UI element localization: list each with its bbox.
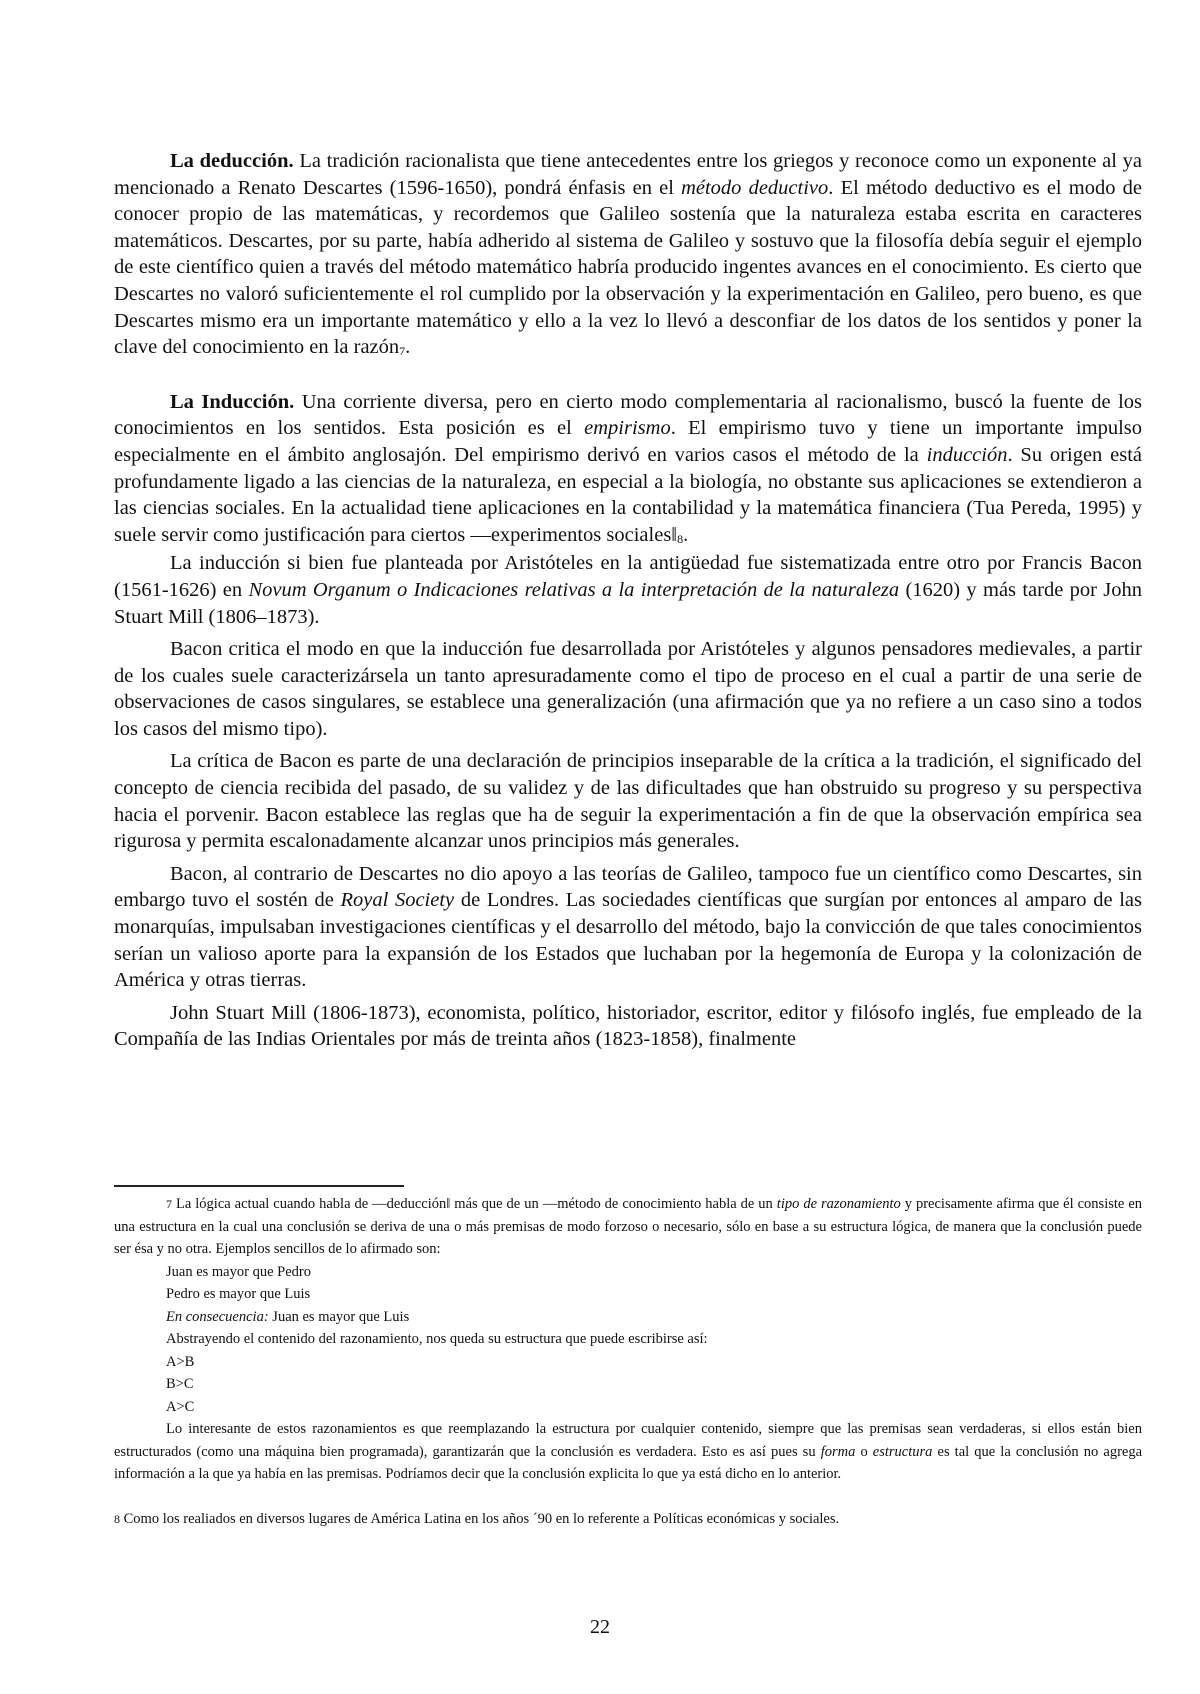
footnote-7-abstract-line: Abstrayendo el contenido del razonamiento, nos queda su estructura que puede escribirse así:: [166, 1331, 708, 1347]
footnote-rule: [114, 1185, 404, 1187]
paragraph-bacon-critica: Bacon critica el modo en que la inducción fue desarrollada por Aristóteles y algunos pensadores medievales, a partir de los cuales suele caracterizársela un tanto apresuradamente como el tipo de proceso en el cual a partir de una serie de observaciones de casos singulares, se establece una generalización (una afirmación que ya no refiere a un caso sino a todos los casos del mismo tipo).: [114, 638, 1142, 740]
footnote-7: 7 La lógica actual cuando habla de ―deducción‖ más que de un ―método de conocimiento habla de un tipo de razonamiento y precisamente afirma que él consiste en una estructura en la cual una conclusión se deriva de una o más premisas de modo forzoso o necesario, sólo en base a su estructura lógica, de manera que la conclusión puede ser ésa y no otra. Ejemplos sencillos de lo afirmado son:: [114, 1196, 1143, 1257]
footnote-7-example-2: Pedro es mayor que Luis: [166, 1286, 311, 1302]
footnote-ref-8[interactable]: 8: [677, 531, 684, 546]
footnote-8: 8 Como los realiados en diversos lugares de América Latina en los años ´90 en lo referente a Políticas económicas y sociales.: [114, 1510, 840, 1527]
paragraph-induccion: La Inducción. Una corriente diversa, pero en cierto modo complementaria al racionalismo, buscó la fuente de los conocimientos en los sentidos. Esta posición es el empirismo. El empirismo tuvo y tiene un importante impulso especialmente en el ámbito anglosajón. Del empirismo derivó en varios casos el método de la inducción. Su origen está profundamente ligado a las ciencias de la naturaleza, en especial a la biología, no obstante sus aplicaciones se extendieron a las ciencias sociales. En la actualidad tiene aplicaciones en la contabilidad y la matemática financiera (Tua Pereda, 1995) y suele servir como justificación para ciertos ―experimentos sociales‖$^8$.: [114, 390, 1142, 546]
heading-induccion: La Inducción.: [170, 390, 295, 413]
paragraph-deduccion: La deducción. La tradición racionalista que tiene antecedentes entre los griegos y reconoce como un exponente al ya mencionado a Renato Descartes (1596-1650), pondrá énfasis en el método deductivo. El método deductivo es el modo de conocer propio de las matemáticas, y recordemos que Galileo sostenía que la naturaleza estaba escrita en caracteres matemáticos. Descartes, por su parte, había adherido al sistema de Galileo y sostuvo que la filosofía debía seguir el ejemplo de este científico quien a través del método matemático habría producido ingentes avances en el conocimiento. Es cierto que Descartes no valoró suficientemente el rol cumplido por la observación y la experimentación en Galileo, pero bueno, es que Descartes mismo era un importante matemático y ello a la vez lo llevó a desconfiar de los datos de los sentidos y poner la clave del conocimiento en la razón$^7$.: [114, 150, 1142, 359]
footnotes: [114, 1185, 1142, 1530]
heading-deduccion: La deducción.: [170, 150, 294, 172]
main-text: [114, 148, 1142, 1053]
footnote-ref-7[interactable]: 7: [399, 344, 406, 359]
paragraph-critica-bacon: La crítica de Bacon es parte de una declaración de principios inseparable de la crítica a la tradición, el significado del concepto de ciencia recibida del pasado, de su validez y de las dificultades que han obstruido su progreso y su perspectiva hacia el porvenir. Bacon establece las reglas que ha de seguir la experimentación a fin de que la observación empírica sea rigurosa y permita escalonadamente alcanzar unos principios más generales.: [114, 750, 1142, 853]
footnote-7-example-3: En consecuencia: Juan es mayor que Luis: [166, 1308, 410, 1325]
paragraph-bacon-descartes: Bacon, al contrario de Descartes no dio apoyo a las teorías de Galileo, tampoco fue un científico como Descartes, sin embargo tuvo el sostén de Royal Society de Londres. Las sociedades científicas que surgían por entonces al amparo de las monarquías, impulsaban investigaciones científicas y el desarrollo del método, bajo la convicción de que tales conocimientos serían un valioso aporte para la expansión de los Estados que luchaban por la hegemonía de Europa y la colonización de América y otras tierras.: [114, 862, 1142, 992]
footnote-7-formula-1: A>B: [166, 1353, 195, 1370]
paragraph-aristoteles: La inducción si bien fue planteada por Aristóteles en la antigüedad fue sistematizada entre otro por Francis Bacon (1561-1626) en Novum Organum o Indicaciones relativas a la interpretación de la naturaleza (1620) y más tarde por John Stuart Mill (1806–1873).: [114, 552, 1142, 628]
footnote-7-closing: Lo interesante de estos razonamientos es que reemplazando la estructura por cualquier contenido, siempre que las premisas sean verdaderas, si ellos están bien estructurados (como una máquina bien programada), garantizarán que la conclusión es verdadera. Esto es así pues su forma o estructura es tal que la conclusión no agrega información a la que ya había en las premisas. Podríamos decir que la conclusión explicita lo que ya está dicho en lo anterior.: [114, 1421, 1143, 1482]
footnote-7-formula-2: B>C: [166, 1376, 194, 1392]
paragraph-mill: John Stuart Mill (1806-1873), economista, político, historiador, escritor, editor y filósofo inglés, fue empleado de la Compañía de las Indias Orientales por más de treinta años (1823-1858), finalmente: [114, 1001, 1142, 1051]
footnote-7-example-1: Juan es mayor que Pedro: [166, 1263, 311, 1280]
footnote-7-formula-3: A>C: [166, 1398, 195, 1415]
page-number: 22: [590, 1616, 610, 1638]
